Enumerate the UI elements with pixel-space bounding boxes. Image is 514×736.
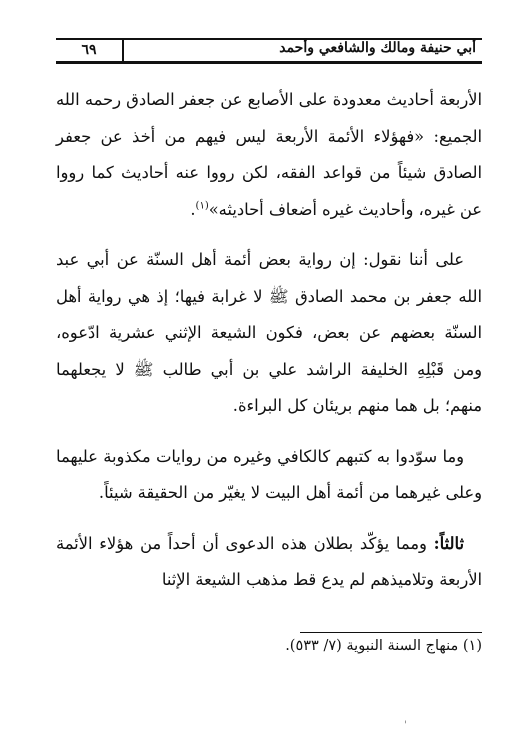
scan-mark: ' [404, 720, 407, 731]
paragraph-1 [56, 82, 482, 228]
body-text [56, 82, 482, 599]
paragraph-3: وما سوّدوا به كتبهم كالكافي وغيره من روايات مكذوبة عليهما وعلى غيرهما من أئمة أهل البيت لا يغيّر من الحقيقة شيئاً. [56, 446, 482, 502]
footnote: (١) منهاج السنة النبوية (٧/ ٥٣٣). [285, 638, 482, 654]
footnote-reference: (١) [195, 200, 209, 212]
paragraph-4-text: ومما يؤكّد بطلان هذه الدعوى أن أحداً من هؤلاء الأئمة الأربعة وتلاميذهم لم يدع قط مذهب الشيعة الإثنا [56, 533, 482, 589]
paragraph-1-tail: . [190, 199, 196, 219]
paragraph-4 [56, 526, 482, 599]
header-bottom-rule [56, 61, 482, 64]
running-title: أبي حنيفة ومالك والشافعي وأحمد [279, 40, 476, 56]
page-number: ٦٩ [56, 38, 124, 62]
footnote-separator [300, 632, 482, 633]
running-header [56, 38, 482, 64]
paragraph-2: على أننا نقول: إن رواية بعض أئمة أهل السنّة عن أبي عبد الله جعفر بن محمد الصادق ﷺ لا غرابة فيها؛ إذ هي رواية أهل السنّة بعضهم عن بعض، فكون الشيعة الإثني عشرية ادّعوه، ومن قَبْلِهِ الخليفة الراشد علي بن أبي طالب ﷺ لا يجعلهما منهم؛ بل هما منهم بريئان كل البراءة. [56, 250, 482, 415]
paragraph-4-lead: ثالثاً: [433, 533, 464, 553]
paragraph-1-text: الأربعة أحاديث معدودة على الأصابع عن جعفر الصادق رحمه الله الجميع: «فهؤلاء الأئمة الأربعة ليس فيهم من أخذ عن جعفر الصادق شيئاً من قواعد الفقه، لكن رووا عنه أحاديث كما رووا عن غيره، وأحاديث غيره أضعاف أحاديثه» [56, 90, 482, 219]
